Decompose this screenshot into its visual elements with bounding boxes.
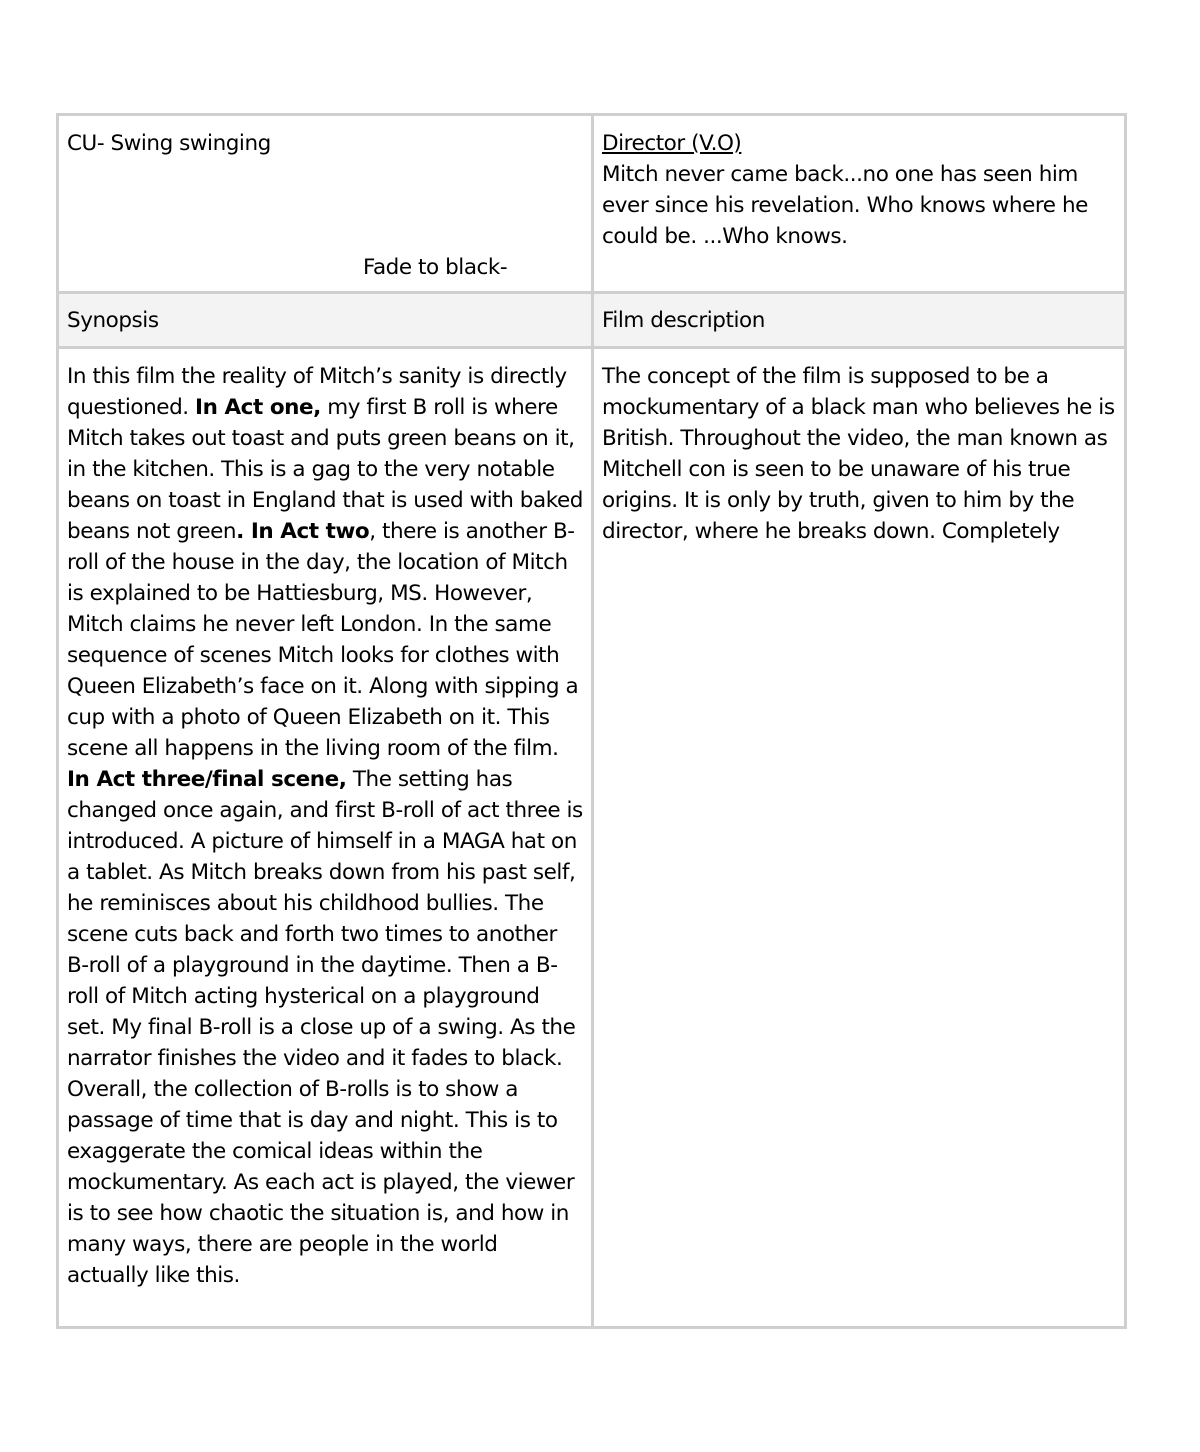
body-row	[58, 348, 1126, 1328]
audio-cell	[593, 115, 1126, 293]
shot-cell	[58, 115, 593, 293]
act-one-text: my first B roll is where Mitch takes out toast and puts green beans on it, in the kitchen. This is a gag to the very notable beans on toast in England that is used with baked beans not green	[67, 395, 583, 544]
film-description-text: The concept of the film is supposed to be a mockumentary of a black man who believes he is British. Throughout the video, the man known as Mitchell con is seen to be unaware of his true origins. It is only by truth, given to him by the director, where he breaks down. Completely	[602, 364, 1115, 544]
script-table	[56, 113, 1127, 1329]
act-three-text: The setting has changed once again, and first B-roll of act three is introduced. A picture of himself in a MAGA hat on a tablet. As Mitch breaks down from his past self, he reminisces about his childhood bullies. The scene cuts back and forth two times to another B-roll of a playground in the daytime. Then a B-roll of Mitch acting hysterical on a playground set. My final B-roll is a close up of a swing. As the narrator finishes the video and it fades to black. Overall, the collection of B-rolls is to show a passage of time that is day and night. This is to exaggerate the comical ideas within the mockumentary. As each act is played, the viewer is to see how chaotic the situation is, and how in many ways, there are people in the world actually like this.	[67, 767, 583, 1288]
synopsis-cell	[58, 348, 593, 1328]
act-two-text: , there is another B-roll of the house in the day, the location of Mitch is explained to be Hattiesburg, MS. However, Mitch claims he never left London. In the same sequence of scenes Mitch looks for clothes with Queen Elizabeth’s face on it. Along with sipping a cup with a photo of Queen Elizabeth on it. This scene all happens in the living room of the film.	[67, 519, 579, 761]
film-description-header: Film description	[593, 293, 1126, 348]
scene-row	[58, 115, 1126, 293]
synopsis-intro: In this film the reality of Mitch’s sanity is directly questioned.	[67, 364, 567, 420]
synopsis-header: Synopsis	[58, 293, 593, 348]
speaker-label: Director (V.O)	[602, 131, 742, 156]
transition-text: Fade to black-	[363, 255, 508, 280]
act-three-label: In Act three/final scene,	[67, 767, 347, 792]
header-row	[58, 293, 1126, 348]
shot-description: CU- Swing swinging	[67, 131, 271, 156]
act-two-label: . In Act two	[236, 519, 370, 544]
film-description-cell	[593, 348, 1126, 1328]
act-one-label: In Act one,	[195, 395, 321, 420]
dialogue-text: Mitch never came back...no one has seen him ever since his revelation. Who knows where he could be. ...Who knows.	[602, 162, 1088, 249]
